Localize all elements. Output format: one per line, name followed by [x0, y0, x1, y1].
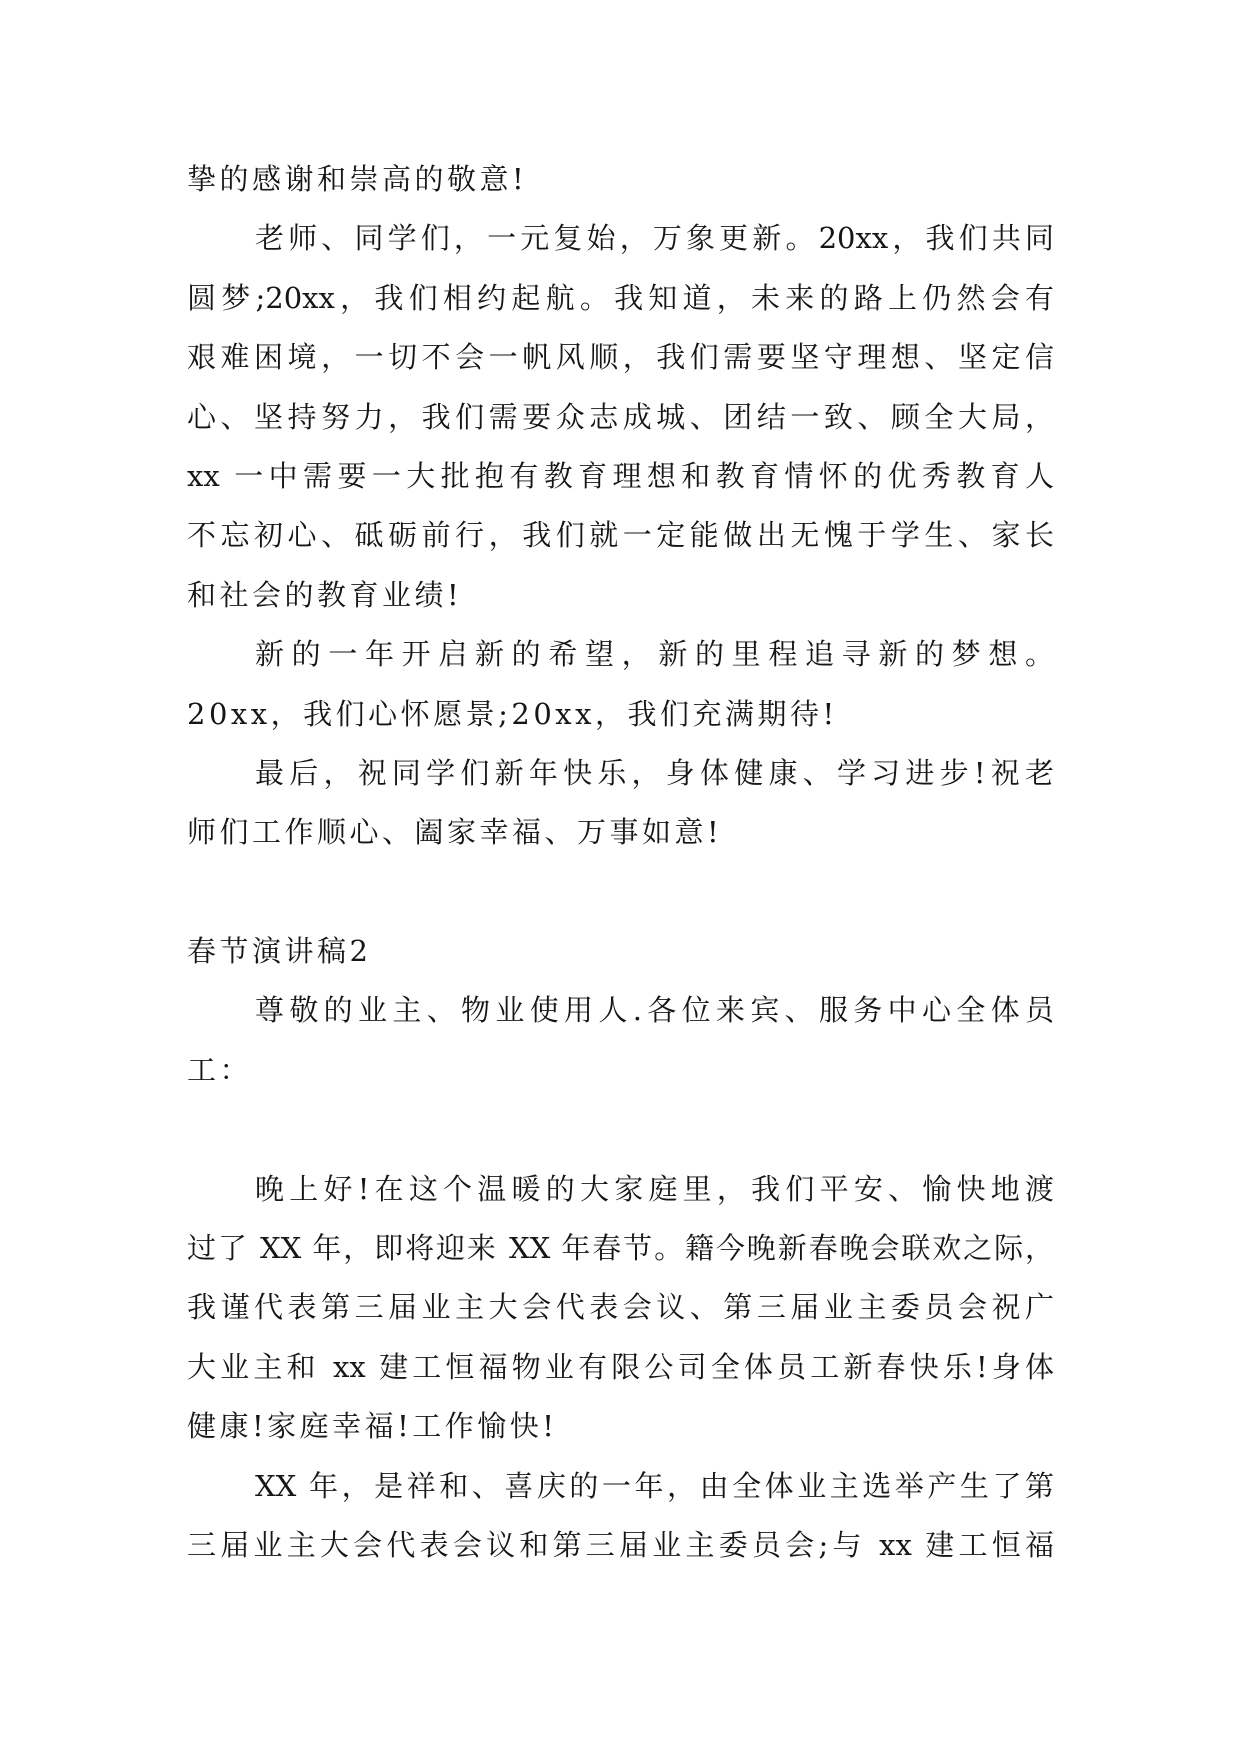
text-line: 心、坚持努力，我们需要众志成城、团结一致、顾全大局，	[187, 399, 1054, 434]
blank-line	[187, 1100, 1054, 1159]
text-line: 健康!家庭幸福!工作愉快!	[187, 1409, 558, 1444]
paragraph	[187, 209, 1054, 625]
paragraph	[187, 1160, 1054, 1457]
section	[187, 922, 1054, 1575]
text-line: 新的一年开启新的希望，新的里程追寻新的梦想。	[255, 637, 1054, 672]
paragraph	[187, 150, 1054, 209]
text-line: XX 年，是祥和、喜庆的一年，由全体业主选举产生了第	[255, 1468, 1054, 1503]
text-line: 尊敬的业主、物业使用人.各位来宾、服务中心全体员	[255, 993, 1054, 1028]
text-line: 不忘初心、砥砺前行，我们就一定能做出无愧于学生、家长	[187, 518, 1054, 553]
text-line: 20xx，我们心怀愿景;20xx，我们充满期待!	[187, 696, 838, 731]
paragraph	[187, 1457, 1054, 1576]
paragraph	[187, 981, 1054, 1100]
paragraph	[187, 625, 1054, 744]
paragraph	[187, 744, 1054, 863]
text-line: 三届业主大会代表会议和第三届业主委员会;与 xx 建工恒福	[187, 1527, 1054, 1562]
text-line: xx 一中需要一大批抱有教育理想和教育情怀的优秀教育人	[187, 458, 1054, 493]
text-line: 师们工作顺心、阖家幸福、万事如意!	[187, 815, 723, 850]
blank-line	[187, 863, 1054, 922]
text-line: 工：	[187, 1052, 253, 1087]
text-line: 艰难困境，一切不会一帆风顺，我们需要坚守理想、坚定信	[187, 340, 1054, 375]
text-line: 晚上好!在这个温暖的大家庭里，我们平安、愉快地渡	[255, 1171, 1054, 1206]
text-line: 大业主和 xx 建工恒福物业有限公司全体员工新春快乐!身体	[187, 1349, 1054, 1384]
text-line: 挚的感谢和崇高的敬意!	[187, 162, 528, 196]
section	[187, 150, 1054, 863]
document-body	[187, 150, 1054, 1575]
text-line: 老师、同学们，一元复始，万象更新。20xx，我们共同	[255, 221, 1054, 256]
text-line: 圆梦;20xx，我们相约起航。我知道，未来的路上仍然会有	[187, 280, 1054, 315]
text-line: 过了 XX 年，即将迎来 XX 年春节。籍今晚新春晚会联欢之际，	[187, 1231, 1054, 1266]
text-line: 最后，祝同学们新年快乐，身体健康、学习进步!祝老	[255, 755, 1054, 790]
section-heading: 春节演讲稿2	[187, 934, 372, 969]
text-line: 和社会的教育业绩!	[187, 577, 463, 612]
text-line: 我谨代表第三届业主大会代表会议、第三届业主委员会祝广	[187, 1290, 1054, 1325]
